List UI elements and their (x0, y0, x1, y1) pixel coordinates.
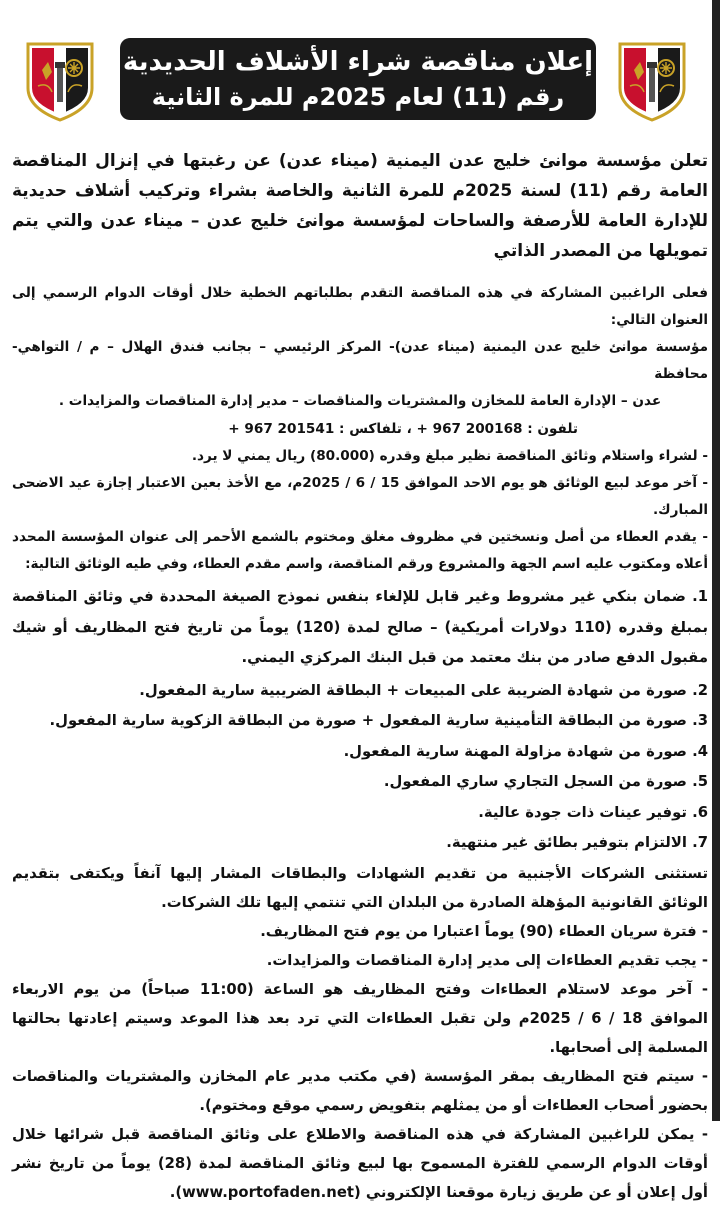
document-item-4: 4. صورة من شهادة مزاولة المهنة سارية المفعول. (343, 742, 708, 760)
title-line-1: إعلان مناقصة شراء الأشلاف الحديدية (122, 47, 594, 77)
document-item-1: 1. ضمان بنكي غير مشروط وغير قابل للإلغاء بنفس نموذج الصيغة المحددة في وثائق المناقصة بمبلغ وقدره (110 دولارات أمريكية) – صالح لمدة (120) يوماً من تاريخ فتح المظاريف أو شيك مقبول الدفع صادر من بنك معتمد من قبل البنك المركزي اليمني. (12, 588, 708, 666)
title-line-2: رقم (11) لعام 2025م للمرة الثانية (151, 83, 565, 111)
note-submit-to: - يجب تقديم العطاءات إلى مدير إدارة المناقصات والمزايدات. (266, 951, 708, 969)
port-logo-right-icon (606, 36, 698, 124)
note-inspection-text: - يمكن للراغبين المشاركة في هذه المناقصة والاطلاع على وثائق المناقصة قبل شرائها خلال أوقات الدوام الرسمي للفترة المسموح بها لبيع وثائق المناقصة لمدة (28) يوماً من تاريخ نشر أول إعلان أو عن طريق زيارة موقعنا الإلكتروني ( (12, 1125, 708, 1201)
intro-paragraph: تعلن مؤسسة موانئ خليج عدن اليمنية (ميناء عدن) عن رغبتها في إنزال المناقصة العامة رقم (11) لسنة 2025م للمرة الثانية والخاصة بشراء وتركيب أشلاف حديدية للإدارة العامة للأرصفة والساحات لمؤسسة موانئ خليج عدن – ميناء عدن والتي يتم تمويلها من المصدر الذاتي (12, 151, 708, 261)
announcement-body (12, 146, 708, 1207)
condition-deadline: - آخر موعد لبيع الوثائق هو يوم الاحد الموافق 15 / 6 / 2025م، مع الأخذ بعين الاعتبار إجازة عيد الاضحى المبارك. (12, 475, 708, 518)
address-line-1: مؤسسة موانئ خليج عدن اليمنية (ميناء عدن)- المركز الرئيسي – بجانب فندق الهلال – م / التواهي- محافظة (12, 339, 708, 382)
document-item-2: 2. صورة من شهادة الضريبة على المبيعات + البطاقة الضريبية سارية المفعول. (139, 681, 708, 699)
note-opening-deadline: - آخر موعد لاستلام العطاءات وفتح المظاريف هو الساعة (11:00 صباحاً) من يوم الاربعاء الموافق 18 / 6 / 2025م ولن تقبل العطاءات التي ترد بعد هذا الموعد وسيتم إعادتها بحالتها المسلمة إلى أصحابها. (12, 980, 708, 1056)
title-box (120, 38, 596, 120)
phone-line: تلفون : 200168 967 + ، تلفاكس : 201541 967 + (228, 421, 578, 437)
address-line-2: عدن – الإدارة العامة للمخازن والمشتريات والمناقصات – مدير إدارة المناقصات والمزايدات . (58, 393, 662, 409)
document-item-6: 6. توفير عينات ذات جودة عالية. (478, 803, 708, 821)
note-foreign-companies: تستثنى الشركات الأجنبية من تقديم الشهادات والبطاقات المشار إليها آنفاً ويكتفى بتقديم الوثائق القانونية المؤهلة الصادرة من البلدان التي تنتمي إليها تلك الشركات. (12, 864, 708, 911)
scan-edge (712, 0, 720, 1121)
note-inspection (12, 1120, 708, 1207)
note-inspection-tail: ). (169, 1183, 183, 1201)
document-item-7: 7. الالتزام بتوفير بطائق غير منتهية. (446, 834, 708, 851)
note-opening-location: - سيتم فتح المظاريف بمقر المؤسسة (في مكتب مدير عام المخازن والمشتريات والمناقصات بحضور أصحاب العطاءات أو من يمثلهم بتفويض رسمي موقع ومختوم). (12, 1067, 708, 1114)
website-link[interactable]: www.portofaden.net (182, 1183, 354, 1201)
document-item-5: 5. صورة من السجل التجاري ساري المفعول. (383, 773, 708, 790)
condition-fee: - لشراء واستلام وثائق المناقصة نظير مبلغ وقدره (80.000) ريال يمني لا يرد. (191, 448, 708, 464)
condition-submission: - يقدم العطاء من أصل ونسختين في مظروف مغلق ومختوم بالشمع الأحمر إلى عنوان المؤسسة المحدد أعلاه ومكتوب عليه اسم الجهة والمشروع ورقم المناقصة، واسم مقدم العطاء، وفي طيه الوثائق التالية: (12, 529, 708, 572)
address-lead: فعلى الراغبين المشاركة في هذه المناقصة التقدم بطلباتهم الخطية خلال أوقات الدوام الرسمي إلى العنوان التالي: (12, 285, 708, 328)
port-logo-left-icon (14, 36, 106, 124)
note-validity: - فترة سريان العطاء (90) يوماً اعتبارا من يوم فتح المظاريف. (260, 922, 708, 940)
document-item-3: 3. صورة من البطاقة التأمينية سارية المفعول + صورة من البطاقة الزكوية سارية المفعول. (49, 712, 708, 729)
